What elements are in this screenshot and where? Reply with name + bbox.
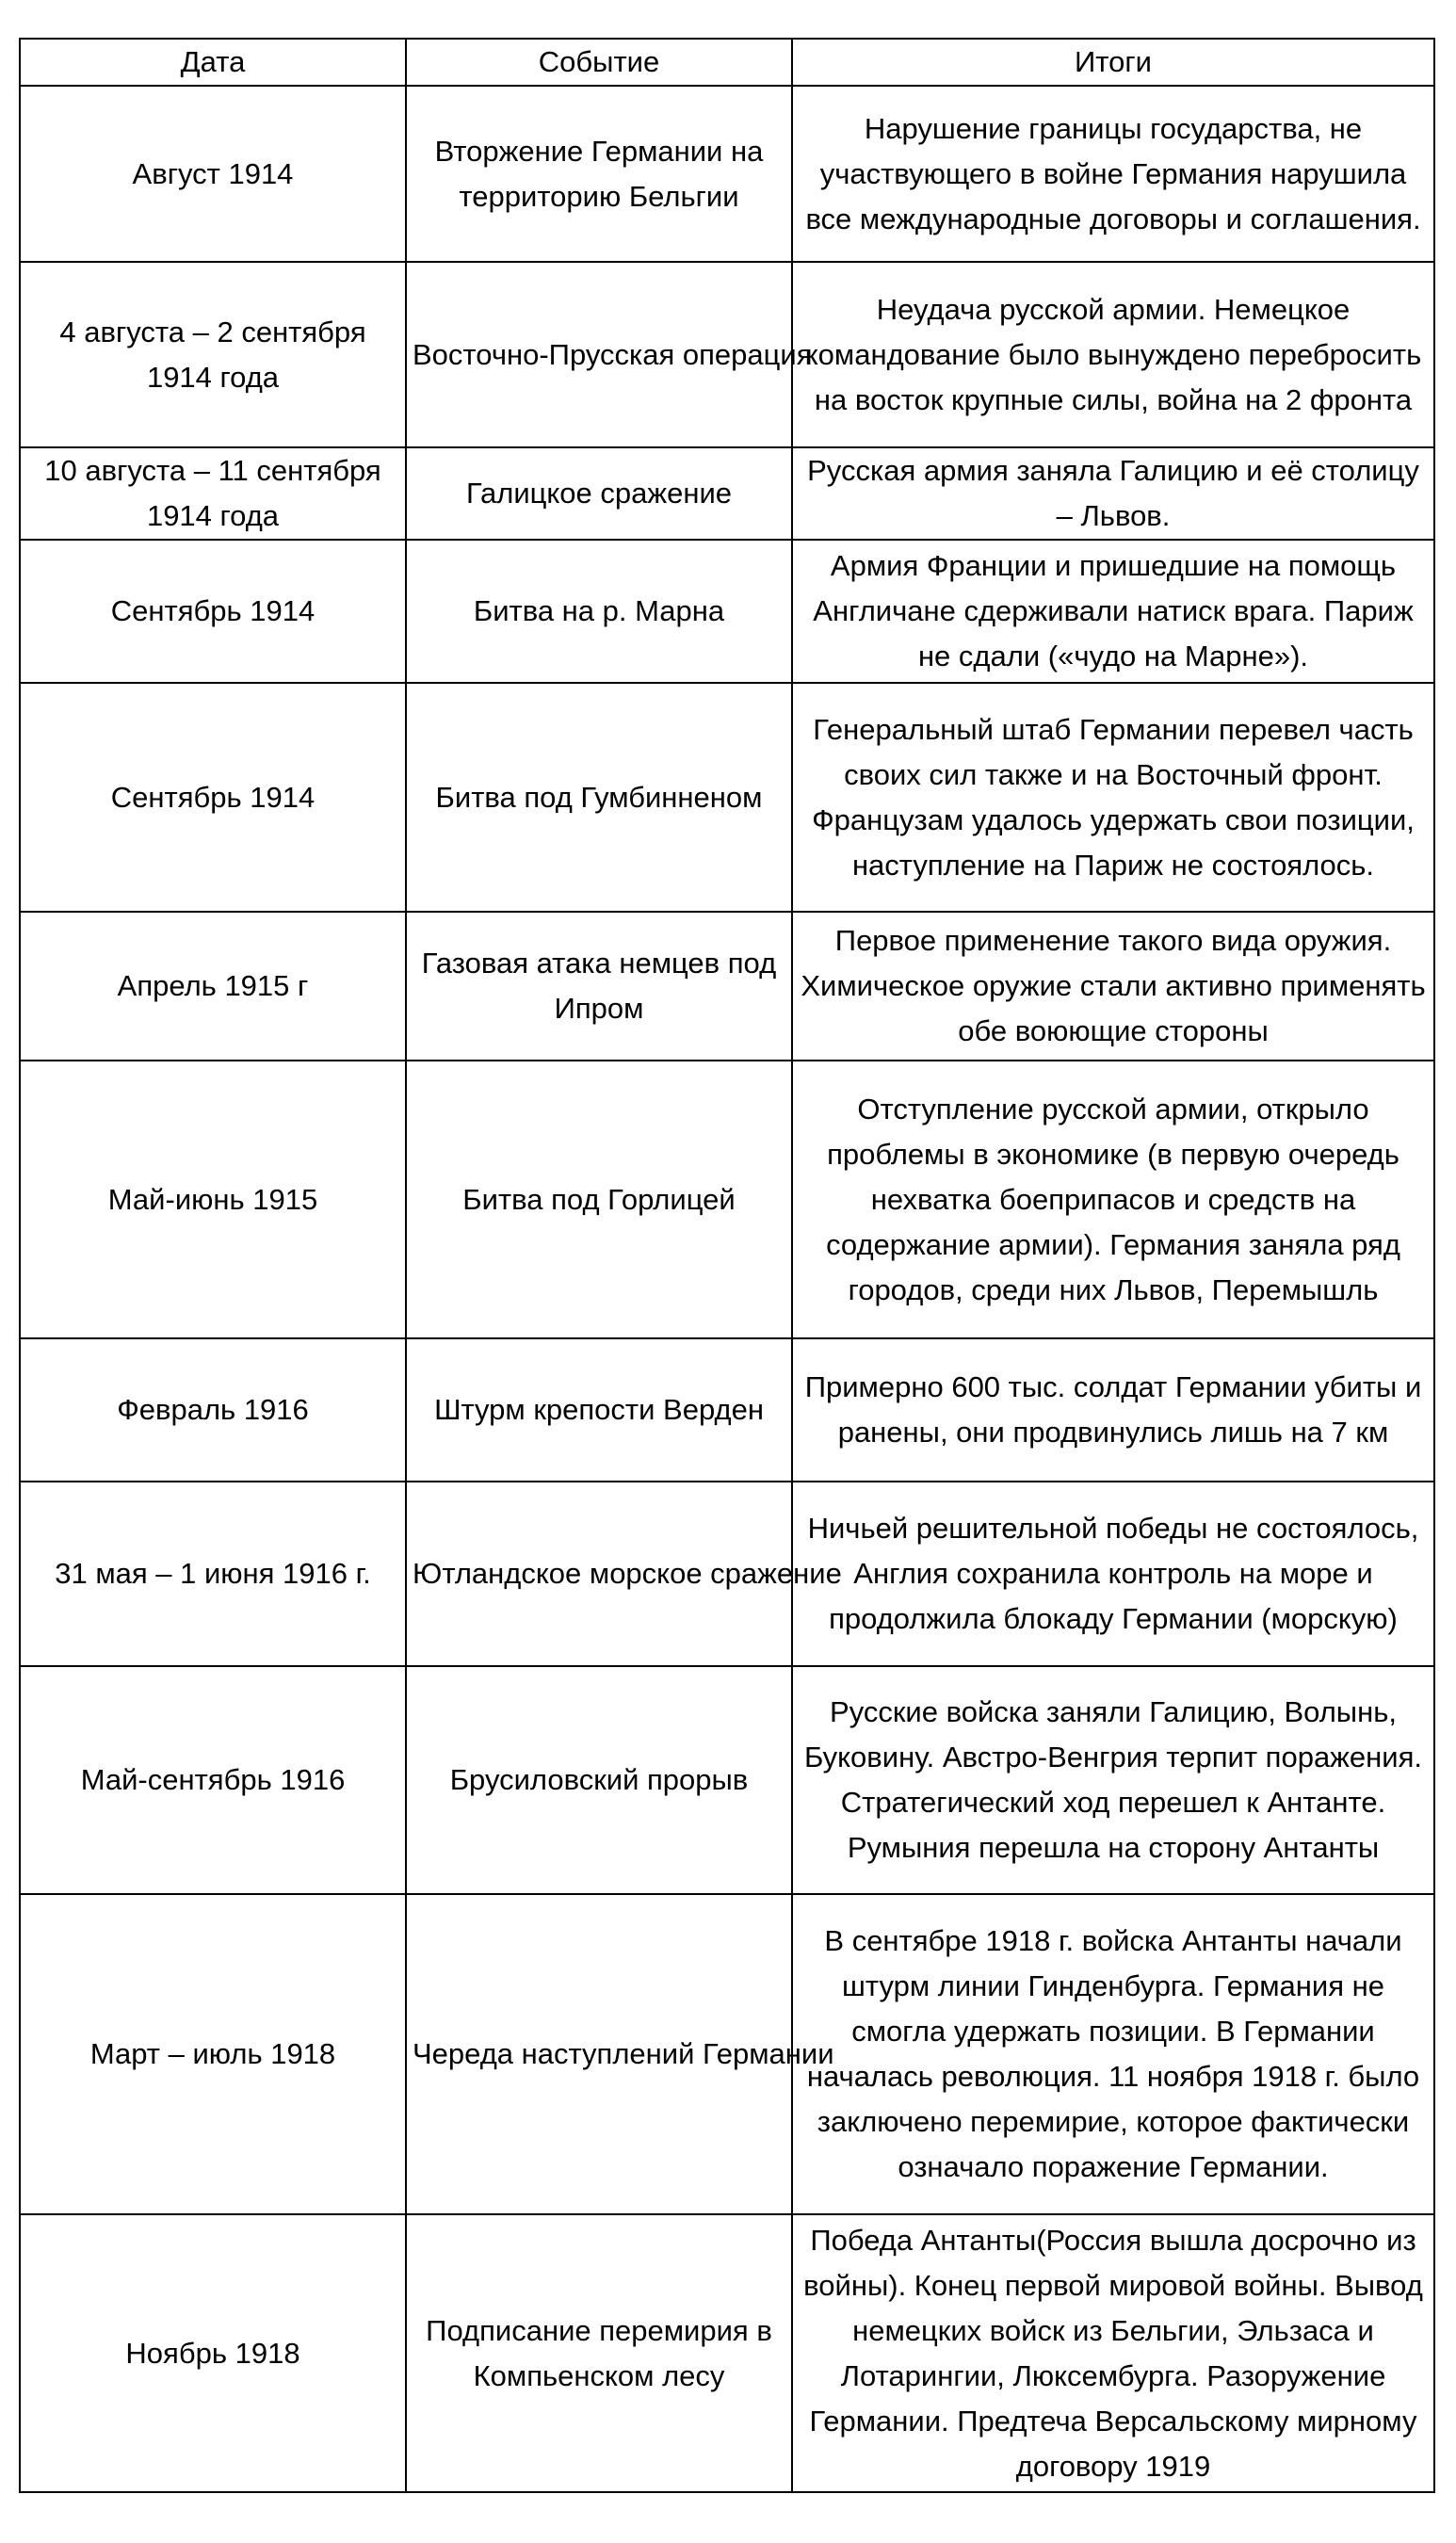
date-cell: Февраль 1916 bbox=[20, 1338, 406, 1482]
date-cell: Май-июнь 1915 bbox=[20, 1061, 406, 1338]
event-cell: Ютландское морское сражение bbox=[406, 1482, 792, 1666]
table-row bbox=[20, 540, 1434, 683]
event-cell: Восточно-Прусская операция bbox=[406, 262, 792, 447]
table-row bbox=[20, 1894, 1434, 2214]
date-cell: Сентябрь 1914 bbox=[20, 540, 406, 683]
event-cell: Битва под Гумбинненом bbox=[406, 683, 792, 912]
result-cell: Русские войска заняли Галицию, Волынь, Буковину. Австро-Венгрия терпит поражения. Стратегический ход перешел к Антанте. Румыния перешла на сторону Антанты bbox=[792, 1666, 1434, 1894]
table-row bbox=[20, 1061, 1434, 1338]
date-cell: Март – июль 1918 bbox=[20, 1894, 406, 2214]
table-row bbox=[20, 262, 1434, 447]
result-cell: Первое применение такого вида оружия. Химическое оружие стали активно применять обе воюющие стороны bbox=[792, 912, 1434, 1061]
event-cell: Газовая атака немцев под Ипром bbox=[406, 912, 792, 1061]
date-cell: Май-сентябрь 1916 bbox=[20, 1666, 406, 1894]
date-cell: Август 1914 bbox=[20, 86, 406, 262]
result-cell: Отступление русской армии, открыло проблемы в экономике (в первую очередь нехватка боеприпасов и средств на содержание армии). Германия заняла ряд городов, среди них Львов, Перемышль bbox=[792, 1061, 1434, 1338]
table-row bbox=[20, 683, 1434, 912]
event-cell: Подписание перемирия в Компьенском лесу bbox=[406, 2214, 792, 2492]
result-cell: Русская армия заняла Галицию и её столицу – Львов. bbox=[792, 447, 1434, 540]
event-cell: Галицкое сражение bbox=[406, 447, 792, 540]
event-cell: Штурм крепости Верден bbox=[406, 1338, 792, 1482]
date-cell: Ноябрь 1918 bbox=[20, 2214, 406, 2492]
table-row bbox=[20, 86, 1434, 262]
header-date: Дата bbox=[20, 39, 406, 86]
result-cell: Победа Антанты(Россия вышла досрочно из войны). Конец первой мировой войны. Вывод немецких войск из Бельгии, Эльзаса и Лотарингии, Люксембурга. Разоружение Германии. Предтеча Версальскому мирному договору 1919 bbox=[792, 2214, 1434, 2492]
table-row bbox=[20, 447, 1434, 540]
event-cell: Череда наступлений Германии bbox=[406, 1894, 792, 2214]
table-row bbox=[20, 1338, 1434, 1482]
event-cell: Брусиловский прорыв bbox=[406, 1666, 792, 1894]
result-cell: В сентябре 1918 г. войска Антанты начали штурм линии Гинденбурга. Германия не смогла удержать позиции. В Германии началась революция. 11 ноября 1918 г. было заключено перемирие, которое фактически означало поражение Германии. bbox=[792, 1894, 1434, 2214]
header-row bbox=[20, 39, 1434, 86]
event-cell: Битва на р. Марна bbox=[406, 540, 792, 683]
date-cell: Апрель 1915 г bbox=[20, 912, 406, 1061]
header-event: Событие bbox=[406, 39, 792, 86]
event-cell: Битва под Горлицей bbox=[406, 1061, 792, 1338]
table-row bbox=[20, 1482, 1434, 1666]
event-cell: Вторжение Германии на территорию Бельгии bbox=[406, 86, 792, 262]
result-cell: Неудача русской армии. Немецкое командование было вынуждено перебросить на восток крупные силы, война на 2 фронта bbox=[792, 262, 1434, 447]
header-result: Итоги bbox=[792, 39, 1434, 86]
date-cell: 4 августа – 2 сентября 1914 года bbox=[20, 262, 406, 447]
result-cell: Нарушение границы государства, не участвующего в войне Германия нарушила все международные договоры и соглашения. bbox=[792, 86, 1434, 262]
date-cell: Сентябрь 1914 bbox=[20, 683, 406, 912]
table-row bbox=[20, 2214, 1434, 2492]
date-cell: 10 августа – 11 сентября 1914 года bbox=[20, 447, 406, 540]
result-cell: Ничьей решительной победы не состоялось, Англия сохранила контроль на море и продолжила блокаду Германии (морскую) bbox=[792, 1482, 1434, 1666]
result-cell: Примерно 600 тыс. солдат Германии убиты и ранены, они продвинулись лишь на 7 км bbox=[792, 1338, 1434, 1482]
date-cell: 31 мая – 1 июня 1916 г. bbox=[20, 1482, 406, 1666]
result-cell: Генеральный штаб Германии перевел часть своих сил также и на Восточный фронт. Французам удалось удержать свои позиции, наступление на Париж не состоялось. bbox=[792, 683, 1434, 912]
history-table bbox=[19, 38, 1435, 2493]
table-row bbox=[20, 1666, 1434, 1894]
table-row bbox=[20, 912, 1434, 1061]
result-cell: Армия Франции и пришедшие на помощь Англичане сдерживали натиск врага. Париж не сдали («чудо на Марне»). bbox=[792, 540, 1434, 683]
